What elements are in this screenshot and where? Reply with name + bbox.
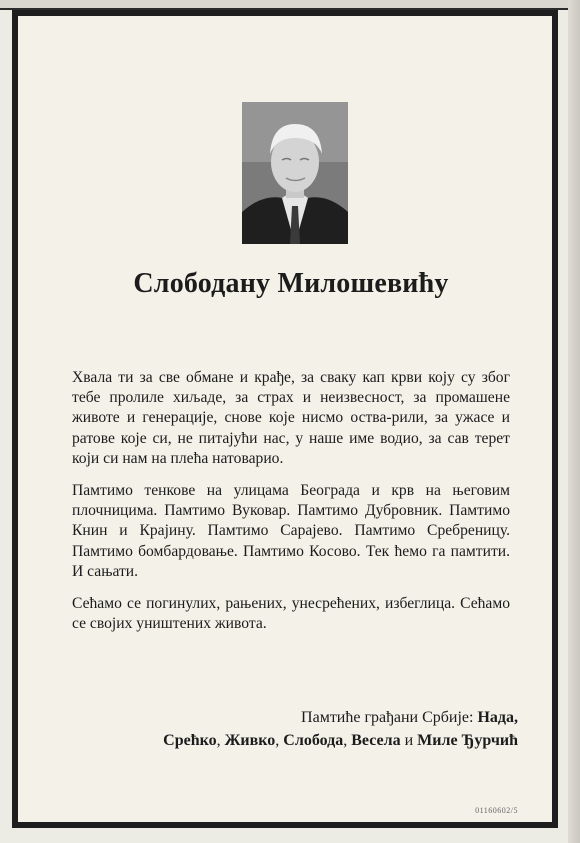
signature-line-1	[163, 706, 518, 729]
paragraph-remembrance: Памтимо тенкове на улицама Београда и крв на његовим плочницима. Памтимо Вуковар. Памтимо Дубровник. Памтимо Книн и Крајину. Памтимо Сарајево. Памтимо Сребреницу. Памтимо бомбардовање. Памтимо Косово. Тек ћемо га памтити. И сањати.	[72, 482, 510, 580]
signature-name-nada: Нада,	[477, 709, 518, 726]
signature-name: Весела	[351, 732, 401, 749]
signature-name: Слобода	[283, 732, 344, 749]
portrait-photo	[242, 102, 348, 244]
paragraph-gratitude: Хвала ти за све обмане и крађе, за сваку кап крви коју су због тебе пролиле хиљаде, за страх и неизвесност, за промашене животе и генерације, снове које нисмо оства-рили, за ужасе и ратове које си, не питајући нас, у наше име водио, за сав терет који си нам на плећа натоварио.	[72, 369, 510, 467]
page-right-edge	[568, 0, 580, 843]
obituary-frame	[12, 10, 558, 828]
portrait-image	[242, 102, 348, 244]
signature-name-last: Миле Ђурчић	[417, 732, 518, 749]
signature-block	[163, 706, 518, 752]
obituary-title: Слободану Милошевићу	[133, 268, 449, 299]
print-code: 01160602/5	[475, 806, 518, 815]
signature-name: Живко	[224, 732, 276, 749]
page-top-strip	[0, 0, 580, 10]
obituary-body	[72, 368, 510, 646]
signature-conjunction: и	[400, 732, 418, 749]
signature-line-2: Срећко, Живко, Слобода, Весела и Миле Ђурчић	[163, 732, 518, 749]
signature-name: Срећко	[163, 732, 217, 749]
signature-prefix: Памтиће грађани Србије:	[301, 709, 478, 726]
paragraph-memory: Сећамо се погинулих, рањених, унесрећених, избеглица. Сећамо се својих уништених живота.	[72, 595, 510, 633]
